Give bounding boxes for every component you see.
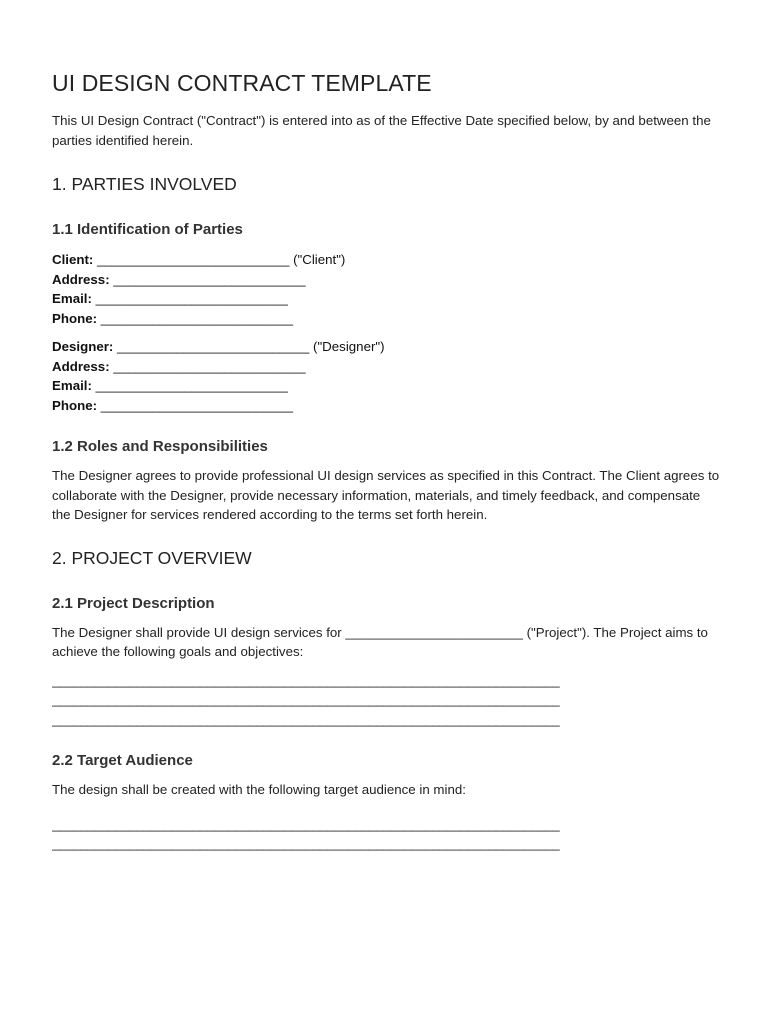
subsection-1-1-heading: 1.1 Identification of Parties [52,221,243,238]
subsection-1-2-heading: 1.2 Roles and Responsibilities [52,438,268,455]
audience-line-2[interactable]: ________________________________________________________________________ [52,836,560,851]
goals-line-1[interactable]: ________________________________________________________________________ [52,672,560,688]
client-fields [52,250,722,328]
audience-lines [52,815,722,854]
address-label: Address: [52,271,110,287]
section-1-heading: 1. PARTIES INVOLVED [52,174,237,194]
goals-lines [52,671,722,730]
designer-field [52,337,722,357]
designer-phone-blank[interactable]: __________________________ [100,397,294,413]
designer-fields [52,337,722,415]
designer-name-blank[interactable]: __________________________ [117,339,310,354]
designer-email-field [52,376,722,396]
client-label: Client: [52,252,94,267]
designer-suffix: ("Designer") [313,339,385,354]
address-label: Address: [52,358,110,374]
client-name-blank[interactable]: __________________________ [97,252,290,267]
client-email-blank[interactable]: __________________________ [95,291,288,306]
client-phone-field [52,309,722,329]
client-field [52,250,722,270]
goals-line-2[interactable]: ________________________________________________________________________ [52,692,560,707]
phone-label: Phone: [52,397,98,413]
client-phone-blank[interactable]: __________________________ [100,310,294,326]
project-description-paragraph: The Designer shall provide UI design services for ________________________ ("Project"). The Project aims to achieve the following goals and objectives: [52,624,708,659]
phone-label: Phone: [52,310,98,326]
designer-phone-field [52,396,722,416]
target-audience-paragraph: The design shall be created with the following target audience in mind: [52,782,466,797]
audience-line-1[interactable]: ________________________________________________________________________ [52,816,560,832]
email-label: Email: [52,291,92,306]
designer-email-blank[interactable]: __________________________ [95,378,288,393]
designer-address-blank[interactable]: __________________________ [113,358,306,374]
document-title: UI DESIGN CONTRACT TEMPLATE [52,70,432,96]
client-suffix: ("Client") [293,252,346,267]
subsection-2-2-heading: 2.2 Target Audience [52,752,193,769]
contract-document [52,70,722,854]
section-2-heading: 2. PROJECT OVERVIEW [52,547,252,568]
intro-paragraph: This UI Design Contract ("Contract") is entered into as of the Effective Date specified below, by and between the parties identified herein. [52,113,711,148]
email-label: Email: [52,378,92,393]
designer-label: Designer: [52,339,114,354]
client-address-blank[interactable]: __________________________ [113,271,306,287]
designer-address-field [52,357,722,377]
client-address-field [52,270,722,290]
subsection-2-1-heading: 2.1 Project Description [52,594,215,612]
goals-line-3[interactable]: ________________________________________________________________________ [52,711,560,727]
client-email-field [52,289,722,309]
roles-paragraph: The Designer agrees to provide professional UI design services as specified in this Contract. The Client agrees to collaborate with the Designer, provide necessary information, materials, and timely feedback, and compensate the Designer for services rendered according to the terms set forth herein. [52,468,720,522]
